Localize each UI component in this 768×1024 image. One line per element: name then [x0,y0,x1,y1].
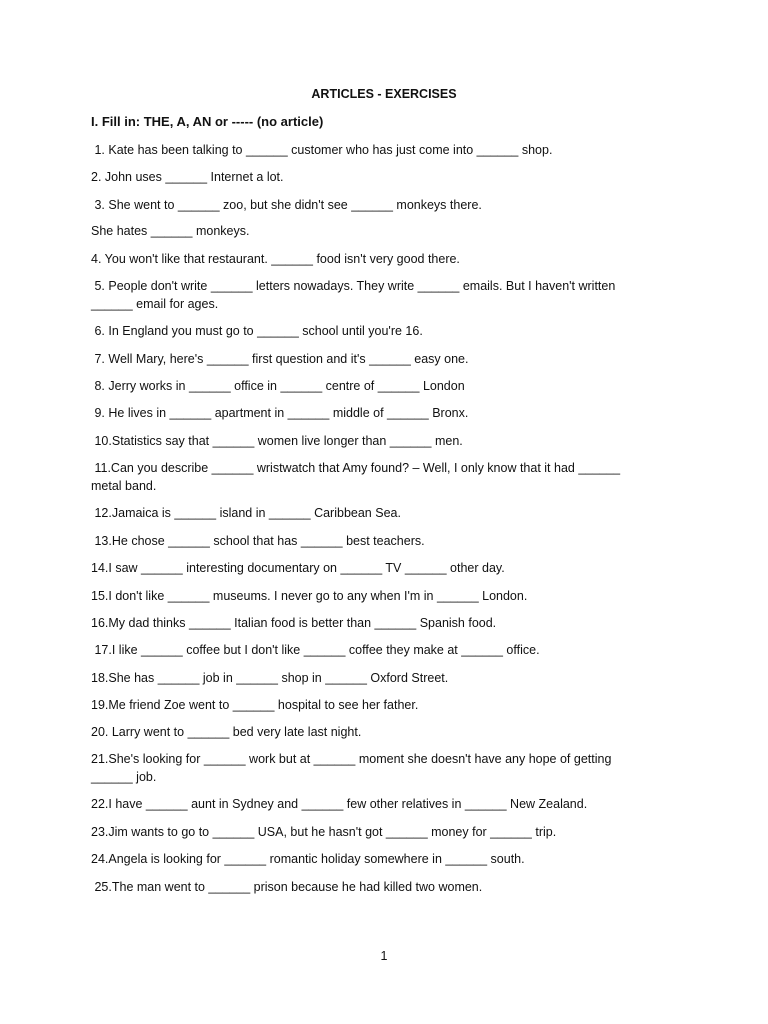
exercise-line: 24.Angela is looking for ______ romantic holiday somewhere in ______ south. [91,852,525,866]
exercise-line: 18.She has ______ job in ______ shop in ______ Oxford Street. [91,671,449,685]
page-title: ARTICLES - EXERCISES [311,87,457,101]
exercise-line: 3. She went to ______ zoo, but she didn't see ______ monkeys there. [91,198,482,212]
exercise-line: 17.I like ______ coffee but I don't like ______ coffee they make at ______ office. [91,643,540,657]
exercise-line: 7. Well Mary, here's ______ first question and it's ______ easy one. [91,352,469,366]
exercise-line: 1. Kate has been talking to ______ customer who has just come into ______ shop. [91,143,553,157]
exercise-line: 4. You won't like that restaurant. ______ food isn't very good there. [91,252,460,266]
exercise-line: 16.My dad thinks ______ Italian food is better than ______ Spanish food. [91,616,497,630]
exercise-line: 13.He chose ______ school that has ______ best teachers. [91,534,425,548]
exercise-line: 14.I saw ______ interesting documentary on ______ TV ______ other day. [91,561,505,575]
exercise-line: 6. In England you must go to ______ school until you're 16. [91,324,423,338]
exercise-line: 12.Jamaica is ______ island in ______ Caribbean Sea. [91,506,401,520]
exercise-line: 5. People don't write ______ letters nowadays. They write ______ emails. But I haven't written ______ email for ages. [91,279,619,311]
section-heading: I. Fill in: THE, A, AN or ----- (no article) [91,114,324,129]
exercise-line: 25.The man went to ______ prison because he had killed two women. [91,880,483,894]
exercise-line: 11.Can you describe ______ wristwatch that Amy found? – Well, I only know that it had ______ metal band. [91,461,624,493]
exercise-line: 20. Larry went to ______ bed very late last night. [91,725,362,739]
exercise-line: 2. John uses ______ Internet a lot. [91,170,284,184]
exercise-line: 9. He lives in ______ apartment in ______ middle of ______ Bronx. [91,406,469,420]
exercise-line: She hates ______ monkeys. [91,224,250,238]
exercise-line: 10.Statistics say that ______ women live longer than ______ men. [91,434,463,448]
exercise-line: 22.I have ______ aunt in Sydney and ______ few other relatives in ______ New Zealand. [91,797,588,811]
exercise-line: 15.I don't like ______ museums. I never go to any when I'm in ______ London. [91,589,528,603]
exercise-line: 8. Jerry works in ______ office in ______ centre of ______ London [91,379,465,393]
exercise-line: 23.Jim wants to go to ______ USA, but he hasn't got ______ money for ______ trip. [91,825,557,839]
page-number: 1 [380,949,388,963]
exercise-line: 21.She's looking for ______ work but at ______ moment she doesn't have any hope of getting ______ job. [91,752,615,784]
exercise-line: 19.Me friend Zoe went to ______ hospital to see her father. [91,698,419,712]
